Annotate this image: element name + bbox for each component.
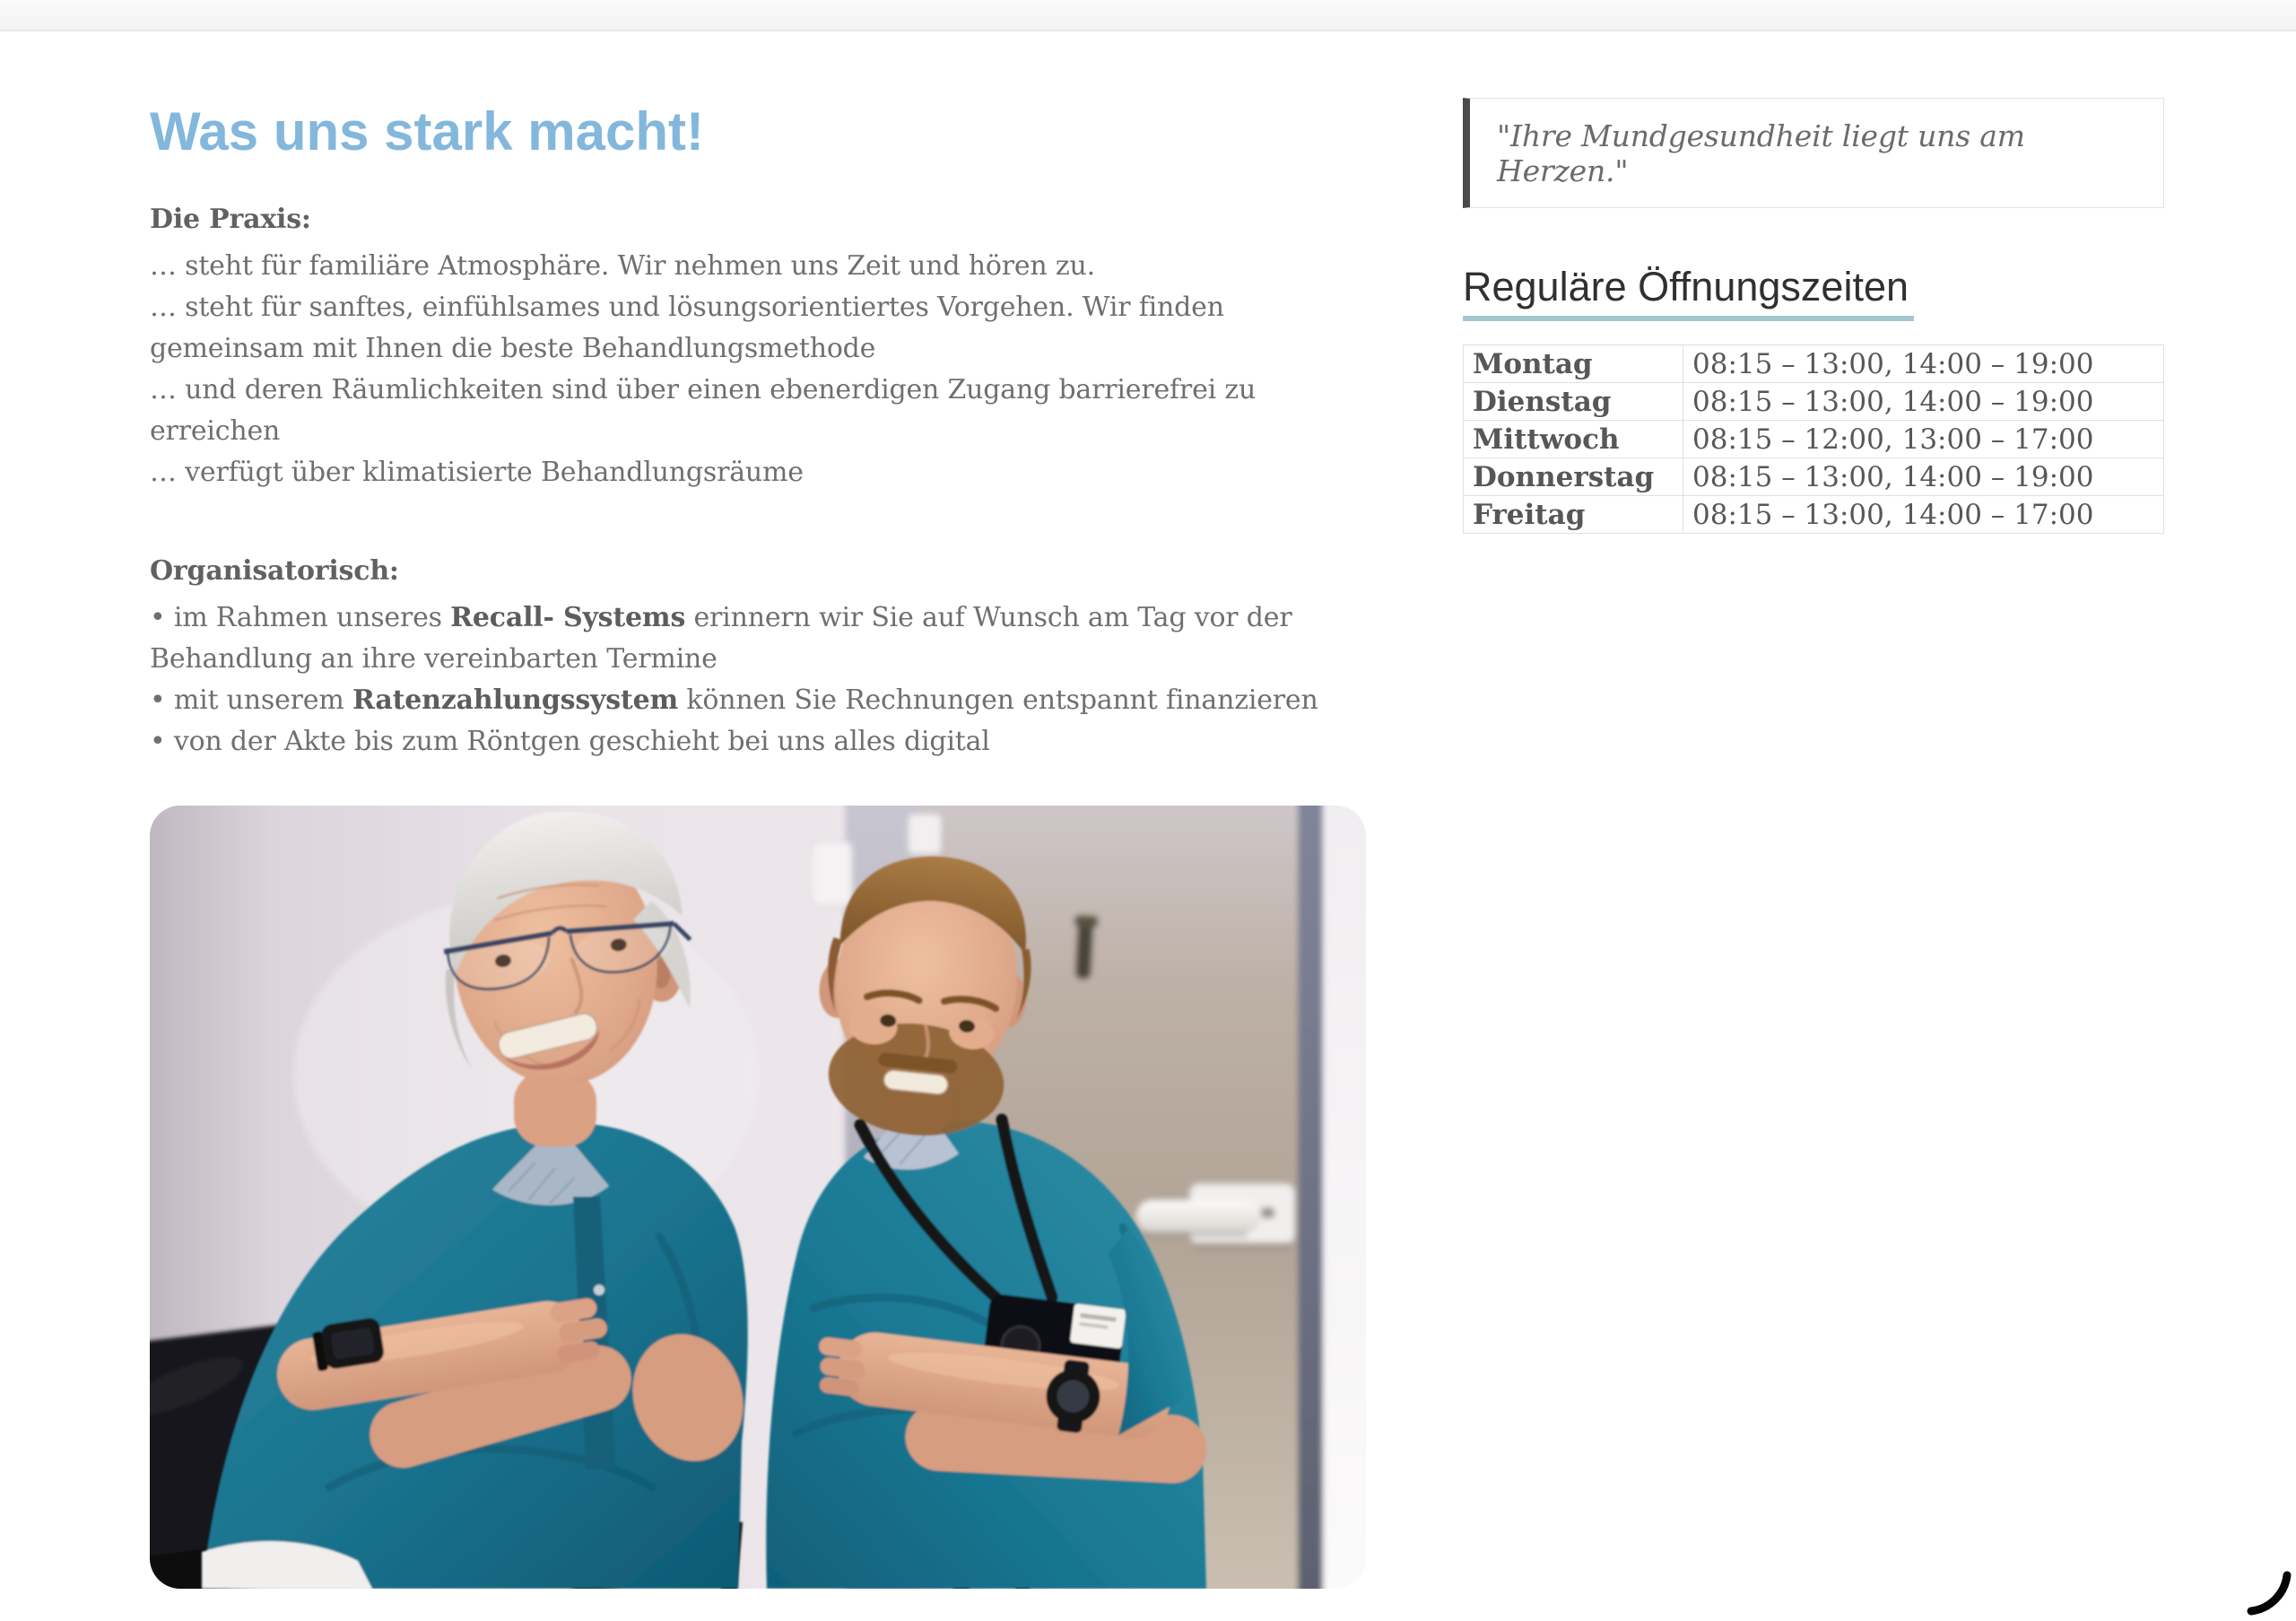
praxis-label: Die Praxis: [150,204,311,235]
praxis-line: … verfügt über klimatisierte Behandlungsräume [150,457,804,488]
orga-item [150,597,1366,680]
collapsed-header-bar [0,0,2296,31]
orga-item-text: • mit unserem [150,684,352,716]
time-cell: 08:15 – 13:00, 14:00 – 19:00 [1683,458,2164,496]
hours-title: Reguläre Öffnungszeiten [1463,264,1914,321]
day-cell: Montag [1464,345,1683,383]
day-cell: Freitag [1464,496,1683,534]
time-cell: 08:15 – 13:00, 14:00 – 19:00 [1683,383,2164,421]
orga-item-bold: Recall- Systems [450,602,686,633]
orga-item-text: • von der Akte bis zum Röntgen geschieht bei uns alles digital [150,726,990,757]
praxis-line: … steht für familiäre Atmosphäre. Wir nehmen uns Zeit und hören zu. [150,250,1095,282]
day-cell: Dienstag [1464,383,1683,421]
orga-item [150,721,1366,763]
main-content [150,102,1366,1589]
orga-item-text: können Sie Rechnungen entspannt finanzieren [678,684,1318,716]
team-photo-illustration [150,806,1366,1589]
table-row [1464,496,2164,534]
team-photo [150,806,1366,1589]
orga-item-text: erinnern wir Sie auf Wunsch am Tag vor der Behandlung an ihre vereinbarten Termine [150,602,1292,675]
time-cell: 08:15 – 12:00, 13:00 – 17:00 [1683,421,2164,458]
orga-item-bold: Ratenzahlungssystem [352,684,679,716]
sidebar [1463,98,2164,534]
time-cell: 08:15 – 13:00, 14:00 – 17:00 [1683,496,2164,534]
table-row [1464,458,2164,496]
page-title: Was uns stark macht! [150,101,704,161]
praxis-line: … und deren Räumlichkeiten sind über einen ebenerdigen Zugang barrierefrei zu erreichen [150,374,1257,447]
table-row [1464,421,2164,458]
orga-item [150,680,1366,721]
orga-label: Organisatorisch: [150,555,399,587]
quote-text: "Ihre Mundgesundheit liegt uns am Herzen." [1497,118,2025,188]
table-row [1464,383,2164,421]
day-cell: Donnerstag [1464,458,1683,496]
orga-item-text: • im Rahmen unseres [150,602,451,633]
loading-arc-icon [2188,1512,2296,1621]
time-cell: 08:15 – 13:00, 14:00 – 19:00 [1683,345,2164,383]
table-row [1464,345,2164,383]
quote-box [1463,98,2164,208]
opening-hours-table [1463,344,2164,534]
day-cell: Mittwoch [1464,421,1683,458]
praxis-line: … steht für sanftes, einfühlsames und lösungsorientiertes Vorgehen. Wir finden gemeinsam mit Ihnen die beste Behandlungsmethode [150,292,1224,364]
